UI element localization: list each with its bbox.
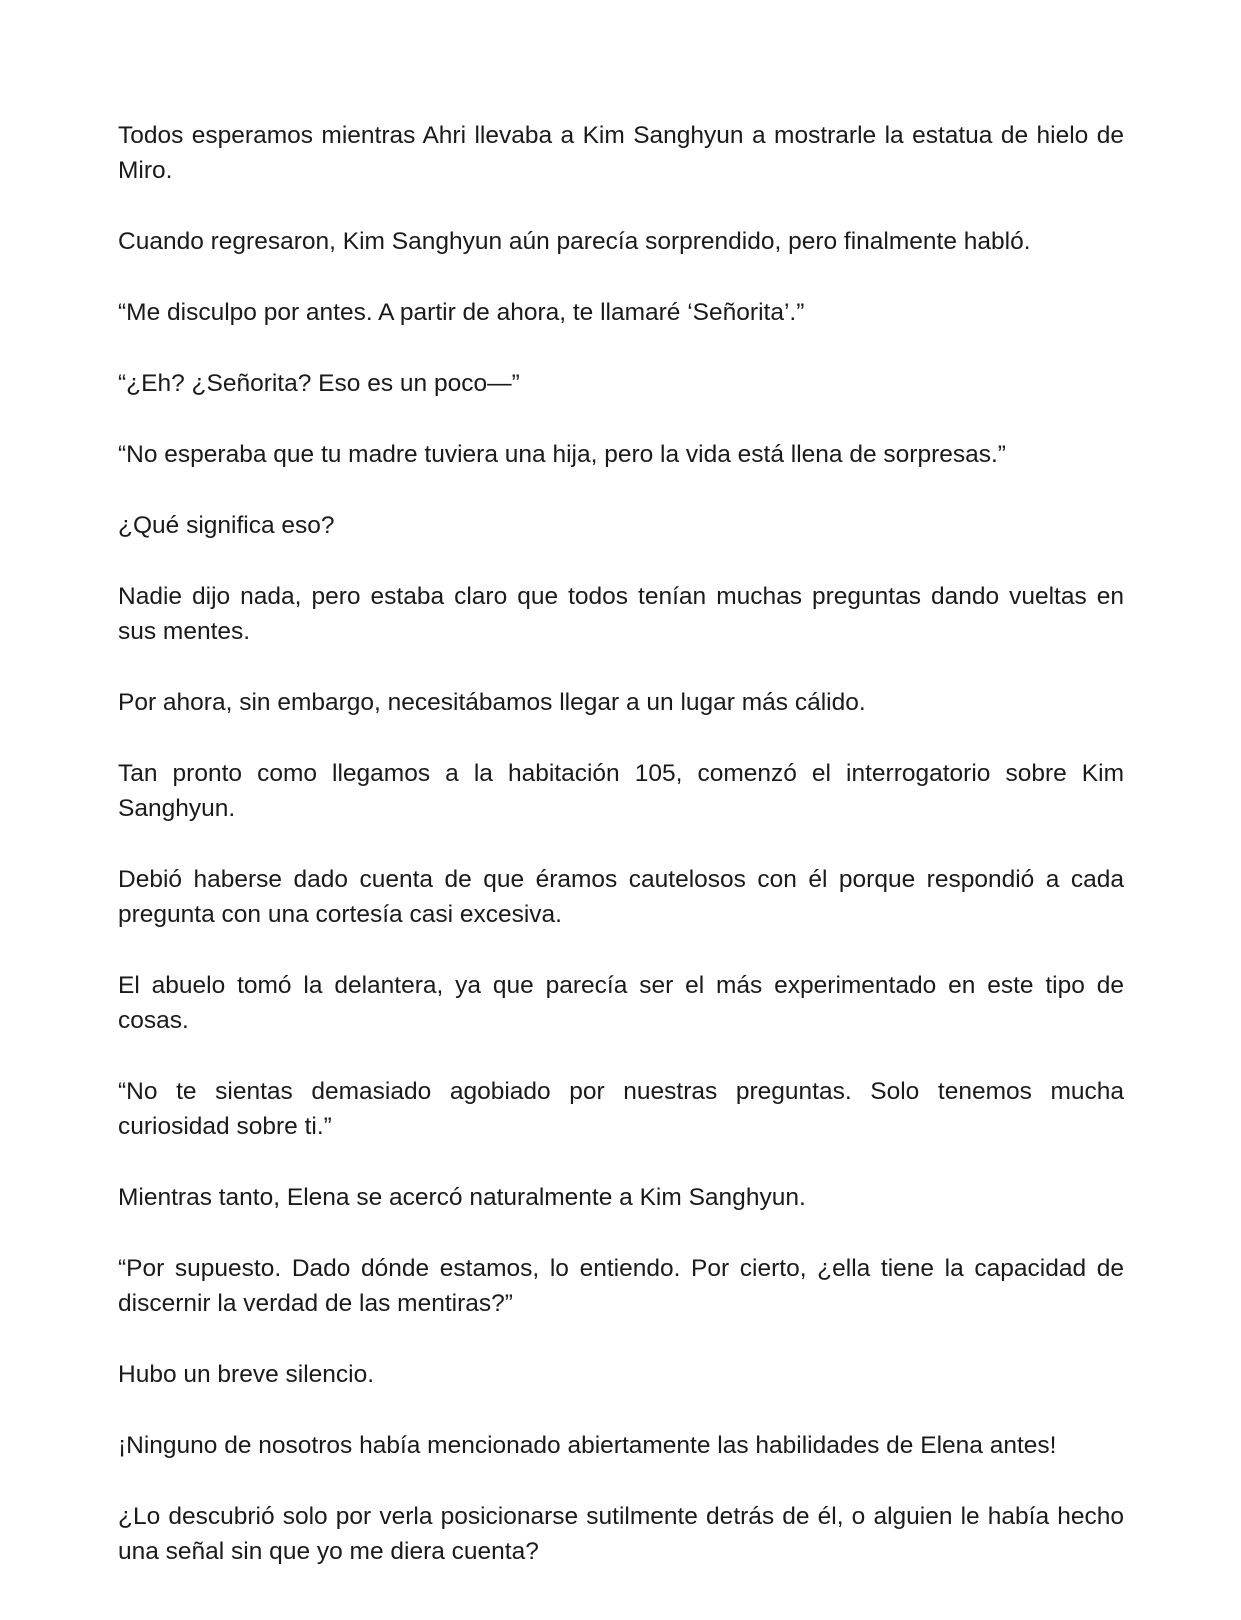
paragraph-8: Por ahora, sin embargo, necesitábamos llegar a un lugar más cálido.	[118, 689, 866, 716]
paragraph-7: Nadie dijo nada, pero estaba claro que todos tenían muchas preguntas dando vueltas en sus mentes.	[118, 583, 1124, 645]
paragraph-2: Cuando regresaron, Kim Sanghyun aún parecía sorprendido, pero finalmente habló.	[118, 228, 1031, 255]
paragraph-5: “No esperaba que tu madre tuviera una hija, pero la vida está llena de sorpresas.”	[118, 441, 1006, 468]
paragraph-10: Debió haberse dado cuenta de que éramos cautelosos con él porque respondió a cada pregunta con una cortesía casi excesiva.	[118, 866, 1124, 928]
paragraph-3: “Me disculpo por antes. A partir de ahora, te llamaré ‘Señorita’.”	[118, 299, 805, 326]
paragraph-11: El abuelo tomó la delantera, ya que parecía ser el más experimentado en este tipo de cosas.	[118, 972, 1124, 1034]
document-body	[118, 118, 1124, 1605]
paragraph-13: Mientras tanto, Elena se acercó naturalmente a Kim Sanghyun.	[118, 1184, 806, 1211]
paragraph-12: “No te sientas demasiado agobiado por nuestras preguntas. Solo tenemos mucha curiosidad sobre ti.”	[118, 1078, 1124, 1140]
paragraph-6: ¿Qué significa eso?	[118, 512, 335, 539]
paragraph-14: “Por supuesto. Dado dónde estamos, lo entiendo. Por cierto, ¿ella tiene la capacidad de discernir la verdad de las mentiras?”	[118, 1255, 1124, 1317]
paragraph-9: Tan pronto como llegamos a la habitación 105, comenzó el interrogatorio sobre Kim Sanghyun.	[118, 760, 1124, 822]
paragraph-1: Todos esperamos mientras Ahri llevaba a Kim Sanghyun a mostrarle la estatua de hielo de Miro.	[118, 122, 1124, 184]
paragraph-15: Hubo un breve silencio.	[118, 1361, 375, 1388]
paragraph-4: “¿Eh? ¿Señorita? Eso es un poco—”	[118, 370, 520, 397]
paragraph-16: ¡Ninguno de nosotros había mencionado abiertamente las habilidades de Elena antes!	[118, 1432, 1057, 1459]
paragraph-17: ¿Lo descubrió solo por verla posicionarse sutilmente detrás de él, o alguien le había hecho una señal sin que yo me diera cuenta?	[118, 1503, 1124, 1565]
